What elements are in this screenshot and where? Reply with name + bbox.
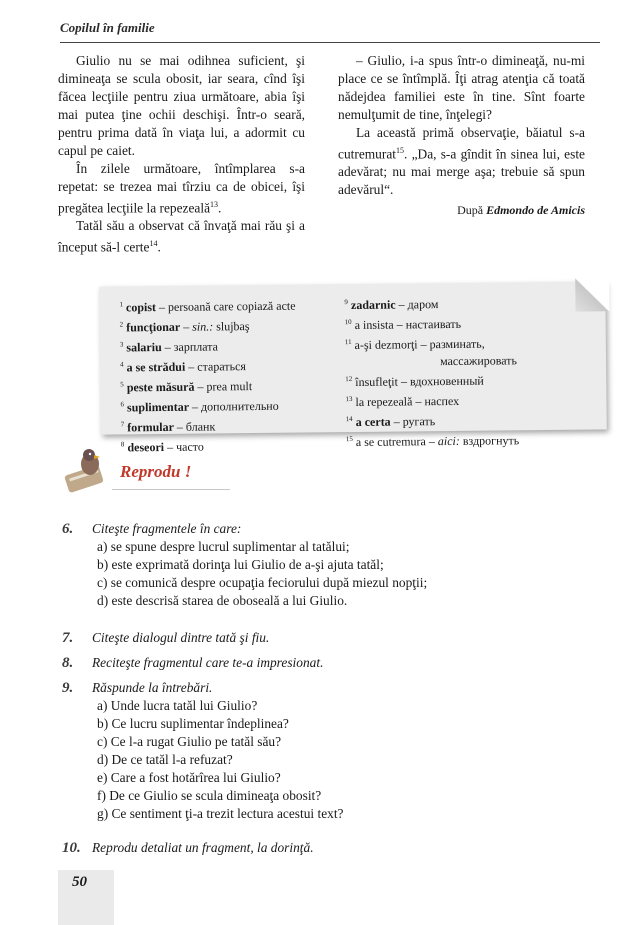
chapter-header: Copilul în familie [60, 20, 155, 35]
glossary-item: $^9$ zadarnic – даром [344, 297, 439, 313]
glossary-item: $^{13}$ la repezeală – наспех [345, 393, 460, 409]
header-divider [60, 42, 600, 43]
task-6: 6. Citeşte fragmentele în care: a) se spune despre lucrul suplimentar al tatălui; b) este exprimată dorinţa lui Giulio de a-şi ajuta tatăl; c) se comunică despre ocupaţia feciorului după miezul nopţii; d) este descrisă starea de oboseală a lui Giulio. [62, 521, 428, 608]
story-paragraph: În zilele următoare, întîmplarea s-a repetat: se trezea mai tîrziu ca de obicei, îşi pregătea lecţiile la repezeală$^{13}$. [58, 161, 305, 216]
glossary-item: $^{14}$ a certa – ругать [345, 414, 436, 429]
glossary-item: $^7$ formular – бланк [120, 419, 216, 435]
glossary-item: $^1$ copist – persoană care copiază acte [119, 298, 296, 315]
glossary-item: $^5$ peste măsură – prea mult [120, 379, 253, 395]
glossary-item: $^{11}$ a-şi dezmorţi – разминать, массажировать [344, 336, 518, 369]
task-item: g) Ce sentiment ţi-a trezit lectura acestui text? [97, 806, 344, 821]
footnote-ref: 15 [396, 146, 404, 155]
footnote-ref: 13 [210, 200, 219, 209]
glossary-item: $^4$ a se strădui – стараться [120, 359, 246, 375]
task-item: f) De ce Giulio se scula dimineaţa obosit? [97, 788, 322, 803]
task-item: d) De ce tatăl l-a refuzat? [97, 752, 233, 767]
footnote-ref: 14 [149, 239, 158, 249]
glossary-item: $^6$ suplimentar – дополнительно [120, 398, 279, 415]
task-item: a) Unde lucra tatăl lui Giulio? [97, 698, 258, 713]
section-title: Reprodu ! [120, 462, 192, 481]
story-paragraph: La această primă observaţie, băiatul s-a cutremurat$^{15}$. „Da, s-a gîndit în sinea lui, este adevărat; nu mai merge aşa; trebuie să spun adevărul“. [338, 125, 585, 198]
task-item: b) este exprimată dorinţa lui Giulio de a-şi ajuta tatăl; [97, 557, 384, 572]
page-number: 50 [72, 874, 87, 890]
task-item: c) se comunică despre ocupaţia feciorului după miezul nopţii; [97, 575, 428, 590]
task-item: d) este descrisă starea de oboseală a lui Giulio. [97, 593, 348, 608]
story-right-column [338, 52, 585, 219]
glossary-box [99, 281, 607, 455]
glossary-left-column [119, 294, 341, 456]
glossary-item: $^2$ funcţionar – sin.: slujbaş [119, 319, 250, 335]
glossary-item: $^{15}$ a se cutremura – aici: вздрогнуть [345, 433, 520, 449]
parrot-icon [62, 444, 112, 494]
glossary-item: $^8$ deseori – часто [120, 439, 204, 455]
task-item: b) Ce lucru suplimentar îndeplinea? [97, 716, 289, 731]
author-name: Edmondo de Amicis [486, 203, 585, 218]
story-paragraph: – Giulio, i-a spus într-o dimineaţă, nu-mi place ce se întîmplă. Îţi atrag atenţia că toată nădejdea familiei este în tine. Sînt foarte nemulţumit de tine, înţelegi? [338, 53, 585, 122]
glossary-item: $^{10}$ a insista – настаивать [344, 316, 462, 332]
section-divider [112, 489, 230, 490]
glossary-item: $^{12}$ însufleţit – вдохновенный [345, 373, 484, 389]
story-paragraph: Giulio nu se mai odihnea suficient, şi dimineaţa se scula obosit, iar seara, cînd îşi făcea lecţiile pentru ziua următoare, abia îşi mai putea ţine ochii deschişi. Într-o seară, pentru prima dată în viaţa lui, a adormit cu capul pe caiet. [58, 53, 305, 158]
task-9: 9. Răspunde la întrebări. a) Unde lucra tatăl lui Giulio? b) Ce lucru suplimentar îndeplinea? c) Ce l-a rugat Giulio pe tatăl său? d) De ce tatăl l-a refuzat? e) Care a fost hotărîrea lui Giulio? f) De ce Giulio se scula dimineaţa obosit? g) Ce sentiment ţi-a trezit lectura acestui text? [62, 680, 344, 821]
task-item: a) se spune despre lucrul suplimentar al tatălui; [97, 539, 350, 554]
task-item: e) Care a fost hotărîrea lui Giulio? [97, 770, 281, 785]
story-paragraph: Tatăl său a observat că învaţă mai rău şi a început să-l certe$^{14}$. [58, 218, 305, 255]
glossary-item: $^3$ salariu – зарплата [119, 339, 219, 355]
page-number-box [58, 870, 114, 925]
glossary-right-column [344, 291, 601, 451]
task-7: 7. Citeşte dialogul dintre tată şi fiu. [62, 630, 270, 646]
task-10: 10. Reprodu detaliat un fragment, la dorinţă. [62, 840, 314, 856]
task-item: c) Ce l-a rugat Giulio pe tatăl său? [97, 734, 282, 749]
task-8: 8. Reciteşte fragmentul care te-a impresionat. [62, 655, 324, 671]
story-left-column [58, 52, 305, 257]
attribution: După Edmondo de Amicis [457, 203, 585, 218]
